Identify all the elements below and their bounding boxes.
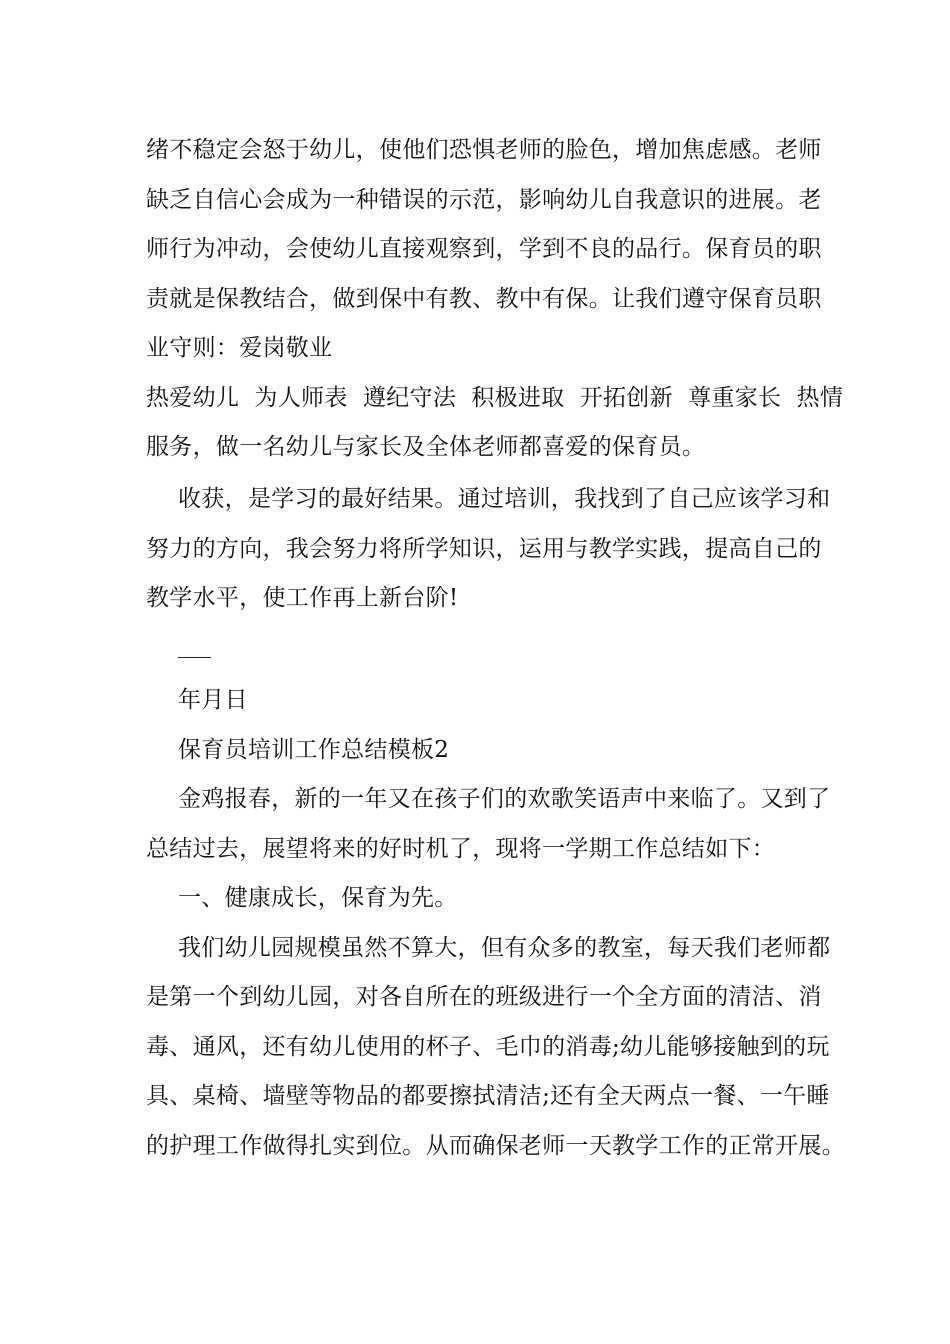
text-line: 是第一个到幼儿园，对各自所在的班级进行一个全方面的清洁、消: [146, 984, 822, 1010]
text-line: 教学水平，使工作再上新台阶!: [146, 585, 459, 611]
text-line: 缺乏自信心会成为一种错误的示范，影响幼儿自我意识的进展。老: [146, 186, 822, 213]
paragraph-duties: [146, 126, 844, 473]
text-line: 责就是保教结合，做到保中有教、教中有保。让我们遵守保育员职: [146, 285, 822, 312]
text-line: 毒、通风，还有幼儿使用的杯子、毛巾的消毒;幼儿能够接触到的玩: [146, 1033, 830, 1060]
signature-blank-line: [178, 657, 211, 658]
paragraph-harvest: [146, 475, 831, 624]
text-line: 收获，是学习的最好结果。通过培训，我找到了自己应该学习和: [178, 486, 831, 512]
text-line: 金鸡报春，新的一年又在孩子们的欢歌笑语声中来临了。又到了: [178, 786, 831, 812]
text-line: 师行为冲动，会使幼儿直接观察到，学到不良的品行。保育员的职: [146, 236, 822, 262]
text-line: 热爱幼儿 为人师表 遵纪守法 积极进取 开拓创新 尊重家长 热情: [146, 384, 844, 411]
text-line: 具、桌椅、墙壁等物品的都要擦拭清洁;还有全天两点一餐、一午睡: [146, 1083, 830, 1109]
text-line: 业守则：爱岗敬业: [146, 335, 333, 361]
section-template-2: [146, 676, 845, 1171]
text-line: 绪不稳定会怒于幼儿，使他们恐惧老师的脸色，增加焦虑感。老师: [146, 137, 822, 163]
text-line: 的护理工作做得扎实到位。从而确保老师一天教学工作的正常开展。: [146, 1132, 845, 1159]
date-line: 年月日: [178, 687, 248, 713]
text-line: 努力的方向，我会努力将所学知识，运用与教学实践，提高自己的: [146, 535, 822, 562]
text-line: 服务，做一名幼儿与家长及全体老师都喜爱的保育员。: [146, 434, 706, 460]
section-heading: 一、健康成长，保育为先。: [178, 885, 458, 911]
text-line: 我们幼儿园规模虽然不算大，但有众多的教室，每天我们老师都: [178, 934, 831, 961]
text-line: 总结过去，展望将来的好时机了，现将一学期工作总结如下：: [146, 835, 776, 862]
section-title: 保育员培训工作总结模板2: [178, 736, 450, 763]
